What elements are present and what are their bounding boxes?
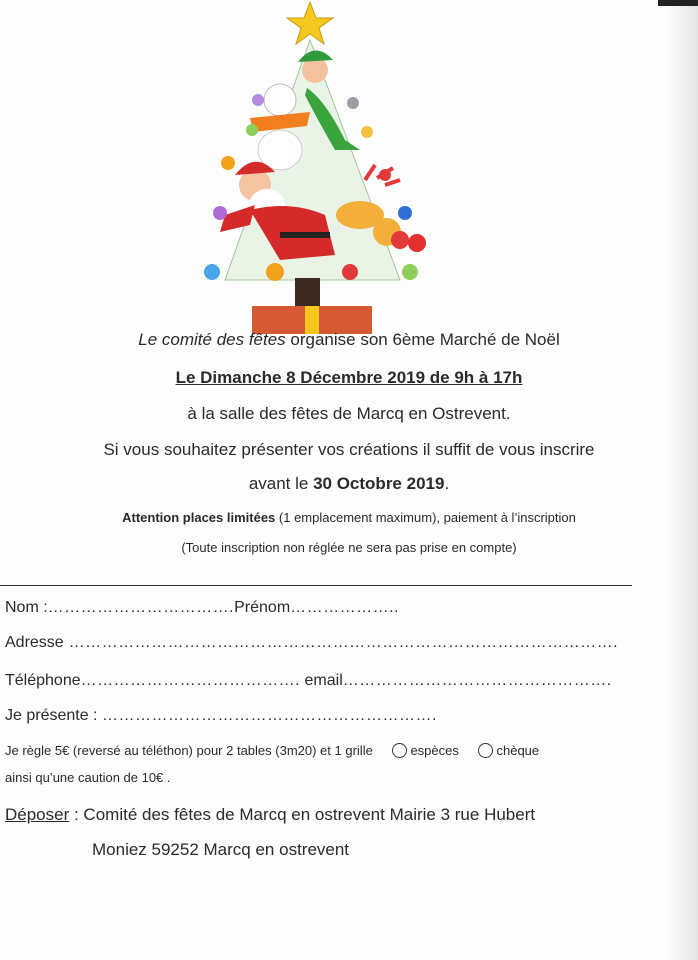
deadline-suffix: .	[444, 474, 450, 493]
cut-line-divider	[0, 585, 632, 586]
email-label: email	[300, 672, 343, 689]
telephone-label: Téléphone	[5, 672, 81, 689]
nom-field[interactable]: …………………………….	[47, 599, 235, 616]
name-row	[5, 599, 399, 617]
caution-row: ainsi qu’une caution de 10€ .	[5, 770, 171, 785]
email-field[interactable]: ………………………………………….	[342, 672, 612, 689]
intro-line	[0, 330, 698, 350]
event-date-line	[0, 368, 698, 388]
event-date: Le Dimanche 8 Décembre 2019 de 9h à 17h	[175, 368, 523, 387]
presente-label: Je présente :	[5, 707, 102, 724]
christmas-tree-illustration	[195, 0, 435, 334]
telephone-field[interactable]: ………………………………….	[80, 672, 301, 689]
scan-top-mark	[658, 0, 698, 6]
especes-radio[interactable]	[392, 743, 407, 758]
snowman-head	[264, 84, 296, 116]
attention-line	[0, 510, 698, 525]
address-row	[5, 634, 618, 652]
deposer-address: : Comité des fêtes de Marcq en ostrevent Mairie 3 rue Hubert	[69, 805, 536, 824]
adresse-field[interactable]: ……………………………………………………………………………………….	[63, 634, 619, 651]
nom-label: Nom :	[5, 599, 48, 616]
phone-email-row	[5, 672, 612, 690]
payment-text: Je règle 5€ (reversé au téléthon) pour 2 tables (3m20) et 1 grille	[5, 743, 373, 758]
especes-label: espèces	[410, 743, 459, 758]
deposit-address-line2: Moniez 59252 Marcq en ostrevent	[92, 840, 350, 859]
payment-row	[5, 743, 539, 758]
adresse-label: Adresse	[5, 634, 64, 651]
deposit-row	[5, 805, 535, 825]
intro-rest: organise son 6ème Marché de Noël	[285, 330, 560, 349]
deadline-line	[0, 474, 698, 494]
cheque-radio[interactable]	[478, 743, 493, 758]
venue-line: à la salle des fêtes de Marcq en Ostrevent.	[187, 404, 511, 423]
committee-name: Le comité des fêtes	[138, 330, 286, 349]
elf-hat	[298, 50, 333, 62]
prenom-label: Prénom	[234, 599, 291, 616]
invite-line: Si vous souhaitez présenter vos créations il suffit de vous inscrire	[103, 440, 595, 459]
presente-field[interactable]: …………………………………………………….	[101, 707, 437, 724]
attention-rest: (1 emplacement maximum), paiement à l’inscription	[275, 510, 576, 525]
prenom-field[interactable]: ………………..	[290, 599, 400, 616]
attention-bold: Attention places limitées	[122, 510, 276, 525]
cheque-label: chèque	[496, 743, 540, 758]
unpaid-note: (Toute inscription non réglée ne sera pas prise en compte)	[181, 540, 517, 555]
deadline-date: 30 Octobre 2019	[313, 474, 445, 493]
presente-row	[5, 707, 437, 725]
deposer-label: Déposer	[5, 805, 70, 824]
deadline-prefix: avant le	[248, 474, 314, 493]
star-icon	[287, 2, 333, 44]
